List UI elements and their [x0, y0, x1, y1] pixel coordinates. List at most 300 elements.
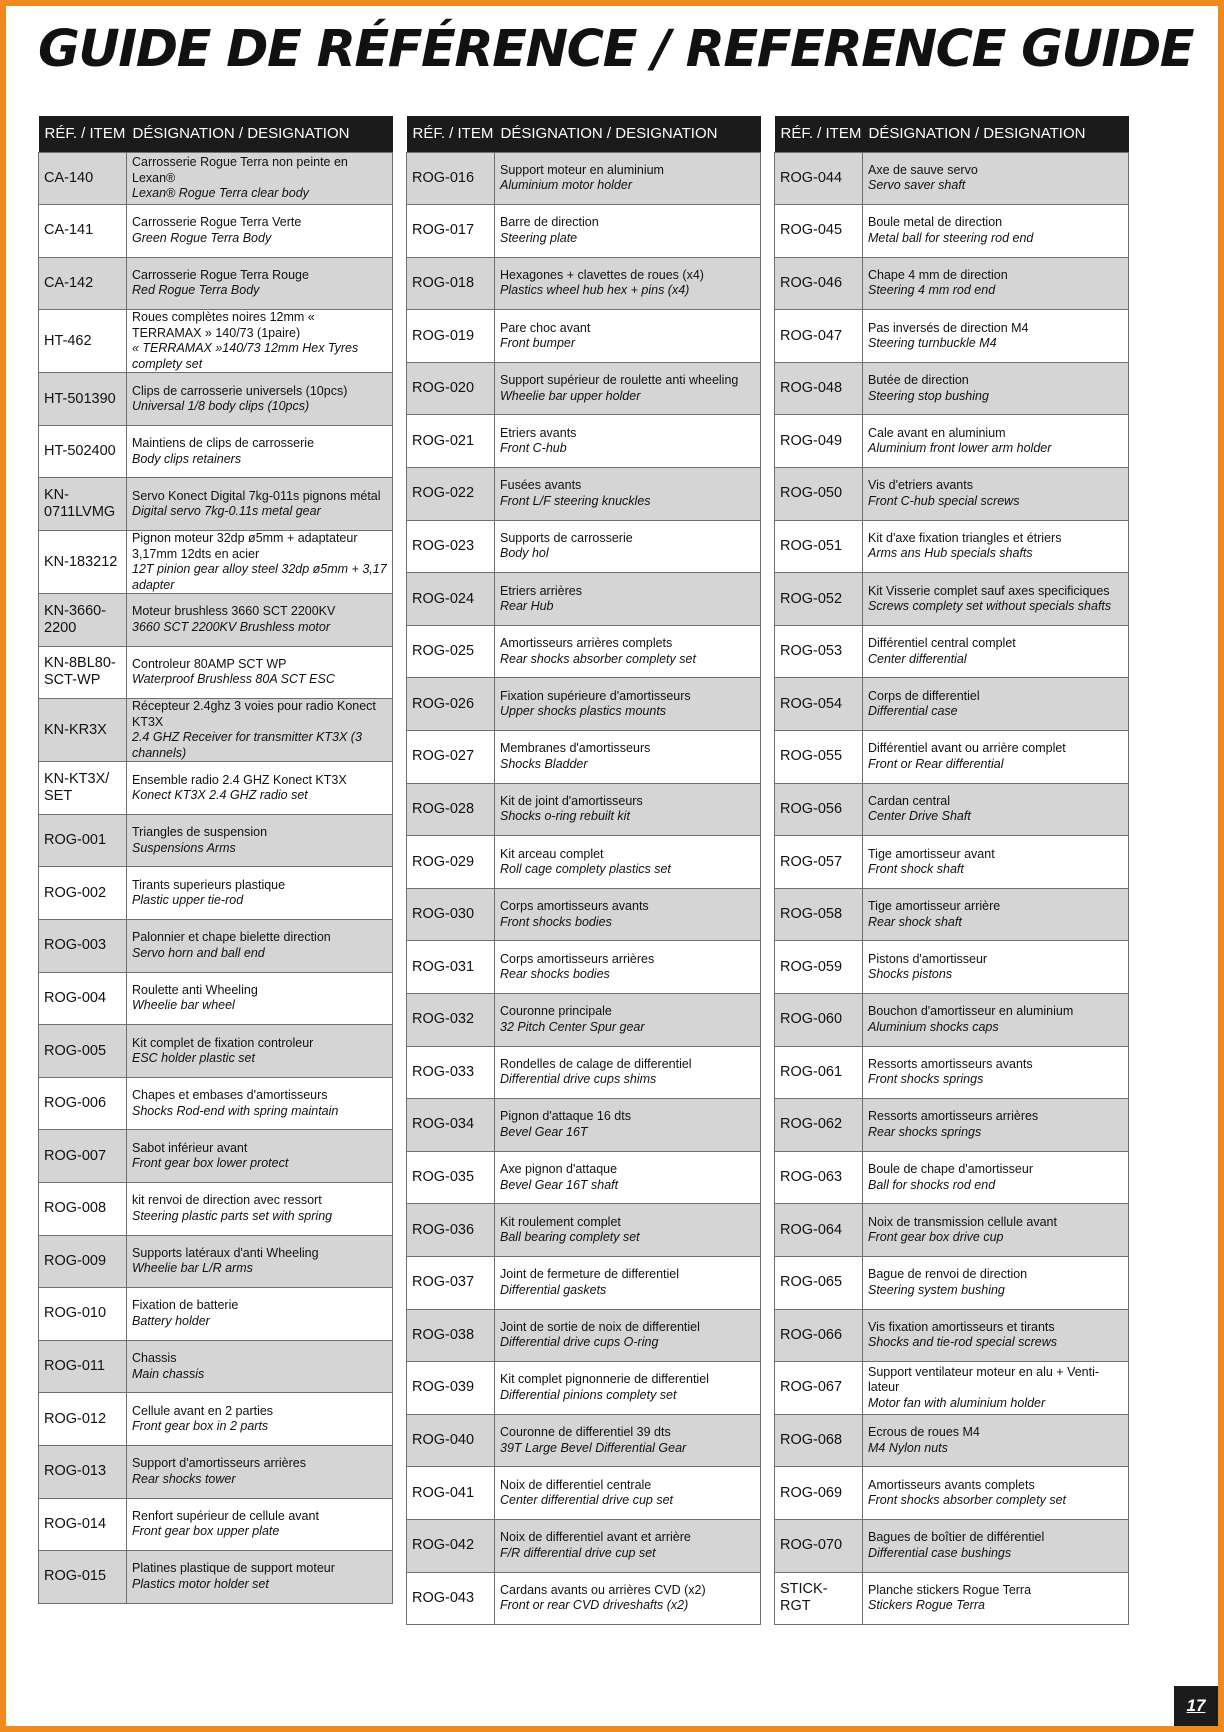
item-designation [495, 1099, 761, 1152]
table-row [775, 888, 1129, 941]
designation-english: 2.4 GHZ Receiver for transmitter KT3X (3 channels) [132, 730, 362, 760]
table-row [39, 1551, 393, 1604]
item-designation [863, 1046, 1129, 1099]
item-designation [127, 1445, 393, 1498]
item-reference: ROG-056 [775, 783, 863, 836]
item-reference: ROG-054 [775, 678, 863, 731]
item-reference: ROG-067 [775, 1362, 863, 1415]
item-designation [127, 152, 393, 205]
designation-french: Kit Visserie complet sauf axes specificiques [868, 583, 1110, 598]
item-reference: ROG-058 [775, 888, 863, 941]
item-designation [495, 520, 761, 573]
page-number: 17 [1174, 1686, 1218, 1726]
designation-english: Differential gaskets [500, 1282, 607, 1297]
designation-english: Front shock shaft [868, 862, 964, 877]
designation-english: Front gear box in 2 parts [132, 1419, 269, 1434]
table-row [39, 1393, 393, 1446]
designation-french: Récepteur 2.4ghz 3 voies pour radio Konect KT3X [132, 699, 376, 729]
table-row [39, 425, 393, 478]
item-reference: STICK-RGT [775, 1572, 863, 1625]
table-row [775, 836, 1129, 889]
table-row [39, 594, 393, 647]
table-row [407, 1572, 761, 1625]
item-designation [495, 1204, 761, 1257]
ref-column-header: RÉF. / ITEM [407, 116, 495, 152]
item-reference: ROG-032 [407, 994, 495, 1047]
designation-english: Differential case [868, 704, 958, 719]
designation-english: 32 Pitch Center Spur gear [500, 1019, 645, 1034]
table-row [407, 520, 761, 573]
item-designation [495, 1256, 761, 1309]
item-reference: ROG-057 [775, 836, 863, 889]
table-row [407, 1256, 761, 1309]
item-designation [495, 625, 761, 678]
designation-english: Front L/F steering knuckles [500, 493, 651, 508]
item-reference: ROG-024 [407, 573, 495, 626]
item-reference: ROG-042 [407, 1519, 495, 1572]
item-designation [495, 1519, 761, 1572]
table-row [39, 646, 393, 699]
item-reference: ROG-025 [407, 625, 495, 678]
item-reference: ROG-016 [407, 152, 495, 205]
table-row [407, 1151, 761, 1204]
table-row [39, 762, 393, 815]
item-designation [127, 1393, 393, 1446]
designation-english: Plastics motor holder set [132, 1576, 269, 1591]
designation-french: Pignon moteur 32dp ø5mm + adaptateur 3,17mm 12dts en acier [132, 531, 358, 561]
designation-french: Pas inversés de direction M4 [868, 320, 1029, 335]
table-row [39, 1183, 393, 1236]
table-row [39, 1077, 393, 1130]
item-reference: KN-0711LVMG [39, 478, 127, 531]
designation-english: Steering turnbuckle M4 [868, 336, 997, 351]
ref-column-header: RÉF. / ITEM [39, 116, 127, 152]
item-reference: ROG-063 [775, 1151, 863, 1204]
table-row [39, 531, 393, 594]
designation-french: Vis fixation amortisseurs et tirants [868, 1319, 1055, 1334]
table-row [407, 310, 761, 363]
item-reference: ROG-003 [39, 920, 127, 973]
designation-french: Support moteur en aluminium [500, 162, 664, 177]
item-designation [127, 478, 393, 531]
table-row [39, 920, 393, 973]
item-reference: ROG-006 [39, 1077, 127, 1130]
designation-french: Amortisseurs avants complets [868, 1477, 1035, 1492]
reference-table-column-1 [38, 116, 393, 1604]
item-designation [495, 994, 761, 1047]
item-reference: ROG-037 [407, 1256, 495, 1309]
table-row [39, 699, 393, 762]
table-row [775, 783, 1129, 836]
item-designation [495, 415, 761, 468]
designation-french: Boule metal de direction [868, 215, 1003, 230]
item-reference: ROG-001 [39, 814, 127, 867]
designation-french: Axe de sauve servo [868, 162, 978, 177]
table-row [407, 205, 761, 258]
designation-french: Couronne de differentiel 39 dts [500, 1425, 671, 1440]
designation-english: Steering plastic parts set with spring [132, 1208, 333, 1223]
item-reference: ROG-062 [775, 1099, 863, 1152]
table-row [775, 573, 1129, 626]
item-reference: ROG-039 [407, 1362, 495, 1415]
item-reference: ROG-028 [407, 783, 495, 836]
designation-french: Kit roulement complet [500, 1214, 621, 1229]
designation-french: Kit d'axe fixation triangles et étriers [868, 530, 1062, 545]
designation-column-header: DÉSIGNATION / DESIGNATION [127, 116, 393, 152]
item-designation [127, 867, 393, 920]
designation-french: Clips de carrosserie universels (10pcs) [132, 383, 348, 398]
item-designation [495, 1414, 761, 1467]
designation-french: Kit complet pignonnerie de differentiel [500, 1372, 709, 1387]
table-row [775, 1309, 1129, 1362]
table-row [407, 1204, 761, 1257]
designation-english: Wheelie bar wheel [132, 998, 235, 1013]
item-reference: ROG-035 [407, 1151, 495, 1204]
table-row [775, 415, 1129, 468]
table-row [407, 1099, 761, 1152]
item-reference: ROG-051 [775, 520, 863, 573]
table-row [775, 205, 1129, 258]
item-designation [495, 573, 761, 626]
table-row [407, 1309, 761, 1362]
designation-french: Bagues de boîtier de différentiel [868, 1530, 1045, 1545]
designation-french: Hexagones + clavettes de roues (x4) [500, 267, 704, 282]
designation-french: Carrosserie Rogue Terra non peinte en Lexan® [132, 155, 348, 185]
designation-french: Supports de carrosserie [500, 530, 633, 545]
item-designation [863, 1309, 1129, 1362]
table-row [407, 257, 761, 310]
designation-english: Front or Rear differential [868, 756, 1004, 771]
designation-english: Rear shocks absorber complety set [500, 651, 696, 666]
item-designation [495, 1362, 761, 1415]
item-reference: ROG-064 [775, 1204, 863, 1257]
designation-english: Roll cage complety plastics set [500, 862, 671, 877]
item-reference: ROG-069 [775, 1467, 863, 1520]
item-designation [863, 888, 1129, 941]
reference-table [774, 116, 1129, 1625]
item-reference: ROG-059 [775, 941, 863, 994]
table-row [407, 1362, 761, 1415]
item-designation [495, 1046, 761, 1099]
item-reference: ROG-053 [775, 625, 863, 678]
item-reference: KN-KT3X/ SET [39, 762, 127, 815]
designation-english: Ball bearing complety set [500, 1230, 640, 1245]
designation-french: Membranes d'amortisseurs [500, 741, 651, 756]
item-designation [127, 762, 393, 815]
designation-english: Rear shocks bodies [500, 967, 610, 982]
designation-french: Ecrous de roues M4 [868, 1425, 980, 1440]
designation-english: Metal ball for steering rod end [868, 230, 1034, 245]
table-row [407, 731, 761, 784]
table-row [39, 972, 393, 1025]
designation-french: Chapes et embases d'amortisseurs [132, 1088, 328, 1103]
item-designation [863, 941, 1129, 994]
item-designation [495, 888, 761, 941]
designation-french: Ensemble radio 2.4 GHZ Konect KT3X [132, 772, 347, 787]
item-designation [495, 1467, 761, 1520]
designation-english: Green Rogue Terra Body [132, 230, 272, 245]
item-reference: CA-141 [39, 205, 127, 258]
table-row [39, 1498, 393, 1551]
table-header-row [775, 116, 1129, 152]
designation-french: Support d'amortisseurs arrières [132, 1456, 306, 1471]
designation-french: Corps de differentiel [868, 688, 980, 703]
table-row [407, 415, 761, 468]
item-designation [863, 310, 1129, 363]
page-title: GUIDE DE RÉFÉRENCE / REFERENCE GUIDE [38, 20, 1194, 79]
designation-english: Center Drive Shaft [868, 809, 971, 824]
designation-french: Controleur 80AMP SCT WP [132, 656, 287, 671]
designation-english: Steering 4 mm rod end [868, 283, 996, 298]
table-row [39, 152, 393, 205]
table-row [39, 867, 393, 920]
table-row [407, 1519, 761, 1572]
designation-english: « TERRAMAX »140/73 12mm Hex Tyres complety set [132, 341, 359, 371]
designation-english: Main chassis [132, 1366, 205, 1381]
designation-column-header: DÉSIGNATION / DESIGNATION [495, 116, 761, 152]
item-designation [495, 1151, 761, 1204]
designation-french: Tige amortisseur avant [868, 846, 995, 861]
item-reference: ROG-047 [775, 310, 863, 363]
item-reference: ROG-027 [407, 731, 495, 784]
item-designation [495, 257, 761, 310]
designation-english: Rear shocks springs [868, 1124, 982, 1139]
designation-french: Etriers avants [500, 425, 577, 440]
table-row [39, 1025, 393, 1078]
item-reference: ROG-055 [775, 731, 863, 784]
designation-french: Butée de direction [868, 373, 969, 388]
designation-english: Front or rear CVD driveshafts (x2) [500, 1598, 689, 1613]
item-designation [495, 678, 761, 731]
item-designation [127, 594, 393, 647]
designation-french: Ressorts amortisseurs avants [868, 1056, 1033, 1071]
designation-english: Upper shocks plastics mounts [500, 704, 667, 719]
designation-french: Etriers arrières [500, 583, 582, 598]
item-designation [495, 1572, 761, 1625]
item-designation [127, 699, 393, 762]
designation-french: Corps amortisseurs arrières [500, 951, 655, 966]
table-row [775, 678, 1129, 731]
item-designation [495, 783, 761, 836]
designation-french: Différentiel central complet [868, 636, 1016, 651]
designation-french: Rondelles de calage de differentiel [500, 1056, 692, 1071]
item-designation [127, 646, 393, 699]
designation-english: 12T pinion gear alloy steel 32dp ø5mm + 3,17 adapter [132, 562, 387, 592]
table-row [39, 478, 393, 531]
table-row [39, 1445, 393, 1498]
item-reference: ROG-034 [407, 1099, 495, 1152]
designation-french: Pignon d'attaque 16 dts [500, 1109, 631, 1124]
designation-french: Couronne principale [500, 1004, 612, 1019]
designation-french: Fixation supérieure d'amortisseurs [500, 688, 691, 703]
designation-french: Renfort supérieur de cellule avant [132, 1508, 319, 1523]
item-designation [863, 415, 1129, 468]
item-designation [495, 468, 761, 521]
table-row [407, 573, 761, 626]
item-reference: ROG-018 [407, 257, 495, 310]
designation-english: Aluminium front lower arm holder [868, 441, 1052, 456]
item-reference: ROG-065 [775, 1256, 863, 1309]
designation-french: Sabot inférieur avant [132, 1140, 248, 1155]
designation-english: Lexan® Rogue Terra clear body [132, 186, 309, 201]
table-row [39, 1288, 393, 1341]
designation-french: Noix de differentiel avant et arrière [500, 1530, 691, 1545]
designation-english: ESC holder plastic set [132, 1051, 255, 1066]
designation-french: Servo Konect Digital 7kg-011s pignons métal [132, 488, 381, 503]
item-reference: ROG-014 [39, 1498, 127, 1551]
designation-french: Chassis [132, 1351, 177, 1366]
table-row [775, 257, 1129, 310]
item-designation [127, 531, 393, 594]
designation-english: Wheelie bar L/R arms [132, 1261, 253, 1276]
item-designation [495, 152, 761, 205]
item-reference: CA-140 [39, 152, 127, 205]
item-reference: ROG-046 [775, 257, 863, 310]
designation-english: Rear shock shaft [868, 914, 962, 929]
designation-english: Universal 1/8 body clips (10pcs) [132, 399, 310, 414]
table-row [39, 257, 393, 310]
designation-english: Shocks and tie-rod special screws [868, 1335, 1057, 1350]
designation-english: Red Rogue Terra Body [132, 283, 260, 298]
item-reference: ROG-030 [407, 888, 495, 941]
designation-french: Supports latéraux d'anti Wheeling [132, 1245, 319, 1260]
item-designation [127, 1288, 393, 1341]
item-designation [863, 468, 1129, 521]
designation-french: Cardans avants ou arrières CVD (x2) [500, 1582, 706, 1597]
table-row [775, 1099, 1129, 1152]
designation-english: Arms ans Hub specials shafts [868, 546, 1033, 561]
designation-french: Corps amortisseurs avants [500, 899, 649, 914]
designation-english: Front bumper [500, 336, 576, 351]
reference-table-column-3 [774, 116, 1129, 1625]
designation-french: Kit complet de fixation controleur [132, 1035, 314, 1050]
designation-french: Noix de differentiel centrale [500, 1477, 652, 1492]
item-reference: ROG-044 [775, 152, 863, 205]
item-designation [127, 373, 393, 426]
designation-french: Maintiens de clips de carrosserie [132, 436, 315, 451]
item-designation [863, 1256, 1129, 1309]
designation-french: Tirants superieurs plastique [132, 877, 286, 892]
table-header-row [39, 116, 393, 152]
table-row [775, 520, 1129, 573]
designation-english: Shocks pistons [868, 967, 953, 982]
designation-french: Support ventilateur moteur en alu + Venti-lateur [868, 1364, 1100, 1395]
table-row [39, 205, 393, 258]
table-row [775, 941, 1129, 994]
designation-english: Center differential [868, 651, 967, 666]
item-designation [127, 1077, 393, 1130]
item-reference: ROG-009 [39, 1235, 127, 1288]
table-row [775, 1046, 1129, 1099]
item-designation [863, 362, 1129, 415]
designation-french: Carrosserie Rogue Terra Rouge [132, 267, 309, 282]
table-row [775, 731, 1129, 784]
item-reference: ROG-010 [39, 1288, 127, 1341]
designation-english: Front shocks bodies [500, 914, 612, 929]
item-designation [127, 1130, 393, 1183]
item-reference: ROG-015 [39, 1551, 127, 1604]
designation-english: Differential pinions complety set [500, 1387, 677, 1402]
designation-french: Fusées avants [500, 478, 582, 493]
designation-english: Digital servo 7kg-0.11s metal gear [132, 504, 321, 519]
designation-french: Fixation de batterie [132, 1298, 239, 1313]
item-reference: ROG-026 [407, 678, 495, 731]
designation-french: Platines plastique de support moteur [132, 1561, 335, 1576]
designation-english: Suspensions Arms [132, 840, 236, 855]
item-designation [863, 520, 1129, 573]
item-designation [863, 783, 1129, 836]
designation-french: Moteur brushless 3660 SCT 2200KV [132, 604, 336, 619]
designation-french: Pare choc avant [500, 320, 591, 335]
reference-table-column-2 [406, 116, 761, 1625]
designation-english: Front C-hub special screws [868, 493, 1020, 508]
item-reference: HT-502400 [39, 425, 127, 478]
designation-english: Shocks Rod-end with spring maintain [132, 1103, 339, 1118]
table-row [407, 1414, 761, 1467]
item-designation [495, 1309, 761, 1362]
designation-french: Kit arceau complet [500, 846, 604, 861]
table-row [775, 362, 1129, 415]
item-reference: ROG-049 [775, 415, 863, 468]
item-designation [863, 1467, 1129, 1520]
designation-column-header: DÉSIGNATION / DESIGNATION [863, 116, 1129, 152]
item-reference: ROG-007 [39, 1130, 127, 1183]
designation-english: Motor fan with aluminium holder [868, 1395, 1046, 1410]
designation-french: Noix de transmission cellule avant [868, 1214, 1057, 1229]
designation-english: Front gear box lower protect [132, 1156, 289, 1171]
designation-english: Shocks o-ring rebuilt kit [500, 809, 630, 824]
table-row [407, 468, 761, 521]
designation-french: Joint de sortie de noix de differentiel [500, 1319, 700, 1334]
designation-french: Cardan central [868, 793, 950, 808]
designation-english: Aluminium motor holder [500, 178, 632, 193]
designation-english: Servo saver shaft [868, 178, 966, 193]
table-row [775, 994, 1129, 1047]
table-row [407, 836, 761, 889]
table-row [407, 941, 761, 994]
designation-english: Center differential drive cup set [500, 1493, 674, 1508]
designation-english: Steering plate [500, 230, 578, 245]
item-reference: ROG-061 [775, 1046, 863, 1099]
table-row [407, 1467, 761, 1520]
designation-english: Differential drive cups shims [500, 1072, 657, 1087]
designation-english: Screws complety set without specials shafts [868, 599, 1112, 614]
item-reference: CA-142 [39, 257, 127, 310]
item-reference: ROG-060 [775, 994, 863, 1047]
designation-english: Aluminium shocks caps [868, 1019, 999, 1034]
item-designation [127, 814, 393, 867]
item-reference: ROG-004 [39, 972, 127, 1025]
designation-french: Différentiel avant ou arrière complet [868, 741, 1066, 756]
designation-english: Waterproof Brushless 80A SCT ESC [132, 672, 335, 687]
designation-english: Stickers Rogue Terra [868, 1598, 985, 1613]
item-designation [863, 731, 1129, 784]
item-designation [127, 1551, 393, 1604]
item-reference: ROG-050 [775, 468, 863, 521]
table-row [407, 625, 761, 678]
item-designation [495, 310, 761, 363]
designation-english: Bevel Gear 16T [500, 1124, 588, 1139]
table-row [407, 783, 761, 836]
designation-french: Axe pignon d'attaque [500, 1162, 618, 1177]
item-designation [863, 1519, 1129, 1572]
table-row [775, 1467, 1129, 1520]
designation-english: Body clips retainers [132, 451, 242, 466]
designation-english: Wheelie bar upper holder [500, 388, 641, 403]
table-row [39, 1235, 393, 1288]
table-row [407, 152, 761, 205]
item-reference: ROG-041 [407, 1467, 495, 1520]
